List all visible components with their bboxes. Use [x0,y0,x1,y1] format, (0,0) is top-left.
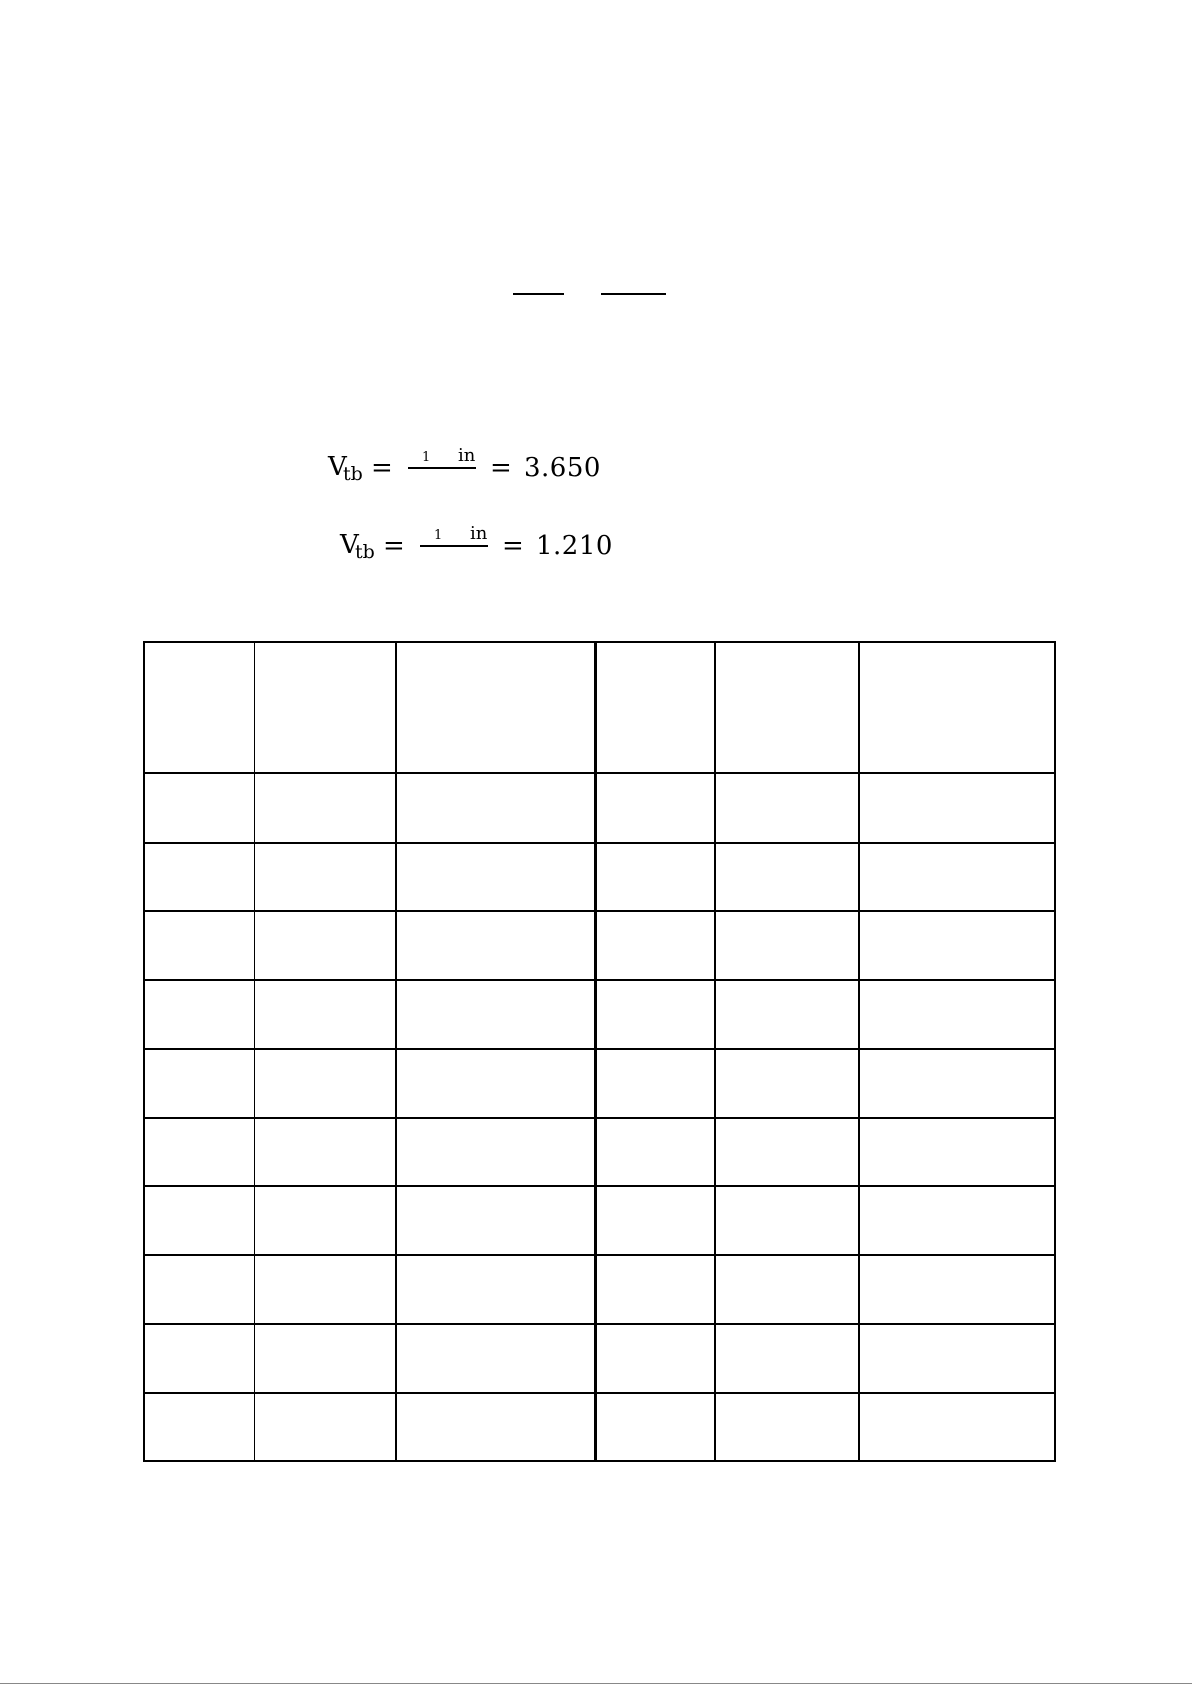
blank-fraction-line-left [513,293,564,295]
table-row-divider [145,842,1054,844]
equation-lhs-subscript: tb [355,541,375,563]
table-row-divider [145,910,1054,912]
fraction-bar [408,467,476,469]
table-header-divider [145,772,1054,774]
table-column-divider [858,643,860,1460]
table-row-divider [145,1392,1054,1394]
result-equals-sign: = [490,453,512,483]
table-row-divider [145,1117,1054,1119]
fraction-numerator-right: in [458,445,476,466]
table-row-divider [145,1323,1054,1325]
equals-sign: = [383,531,405,561]
page-bottom-rule [0,1683,1192,1684]
table-column-divider [254,643,255,1460]
equation-lhs-symbol: V [340,530,359,560]
table-column-divider [395,643,397,1460]
fraction-numerator-right: in [470,523,488,544]
data-table [143,641,1056,1462]
equation-vtb-2 [340,525,640,575]
table-row-divider [145,979,1054,981]
blank-fraction-line-right [601,293,666,295]
fraction-numerator-left: 1 [422,450,431,465]
result-equals-sign: = [502,531,524,561]
equation-vtb-1 [328,447,628,497]
equation-result-value: 1.210 [536,531,613,561]
table-column-divider [714,643,716,1460]
equation-result-value: 3.650 [524,453,601,483]
table-row-divider [145,1185,1054,1187]
fraction-numerator-left: 1 [434,528,443,543]
equals-sign: = [371,453,393,483]
equation-lhs-symbol: V [328,452,347,482]
fraction-bar [420,545,488,547]
table-row-divider [145,1048,1054,1050]
equation-lhs-subscript: tb [343,463,363,485]
table-row-divider [145,1254,1054,1256]
table-column-divider-center [594,643,597,1460]
